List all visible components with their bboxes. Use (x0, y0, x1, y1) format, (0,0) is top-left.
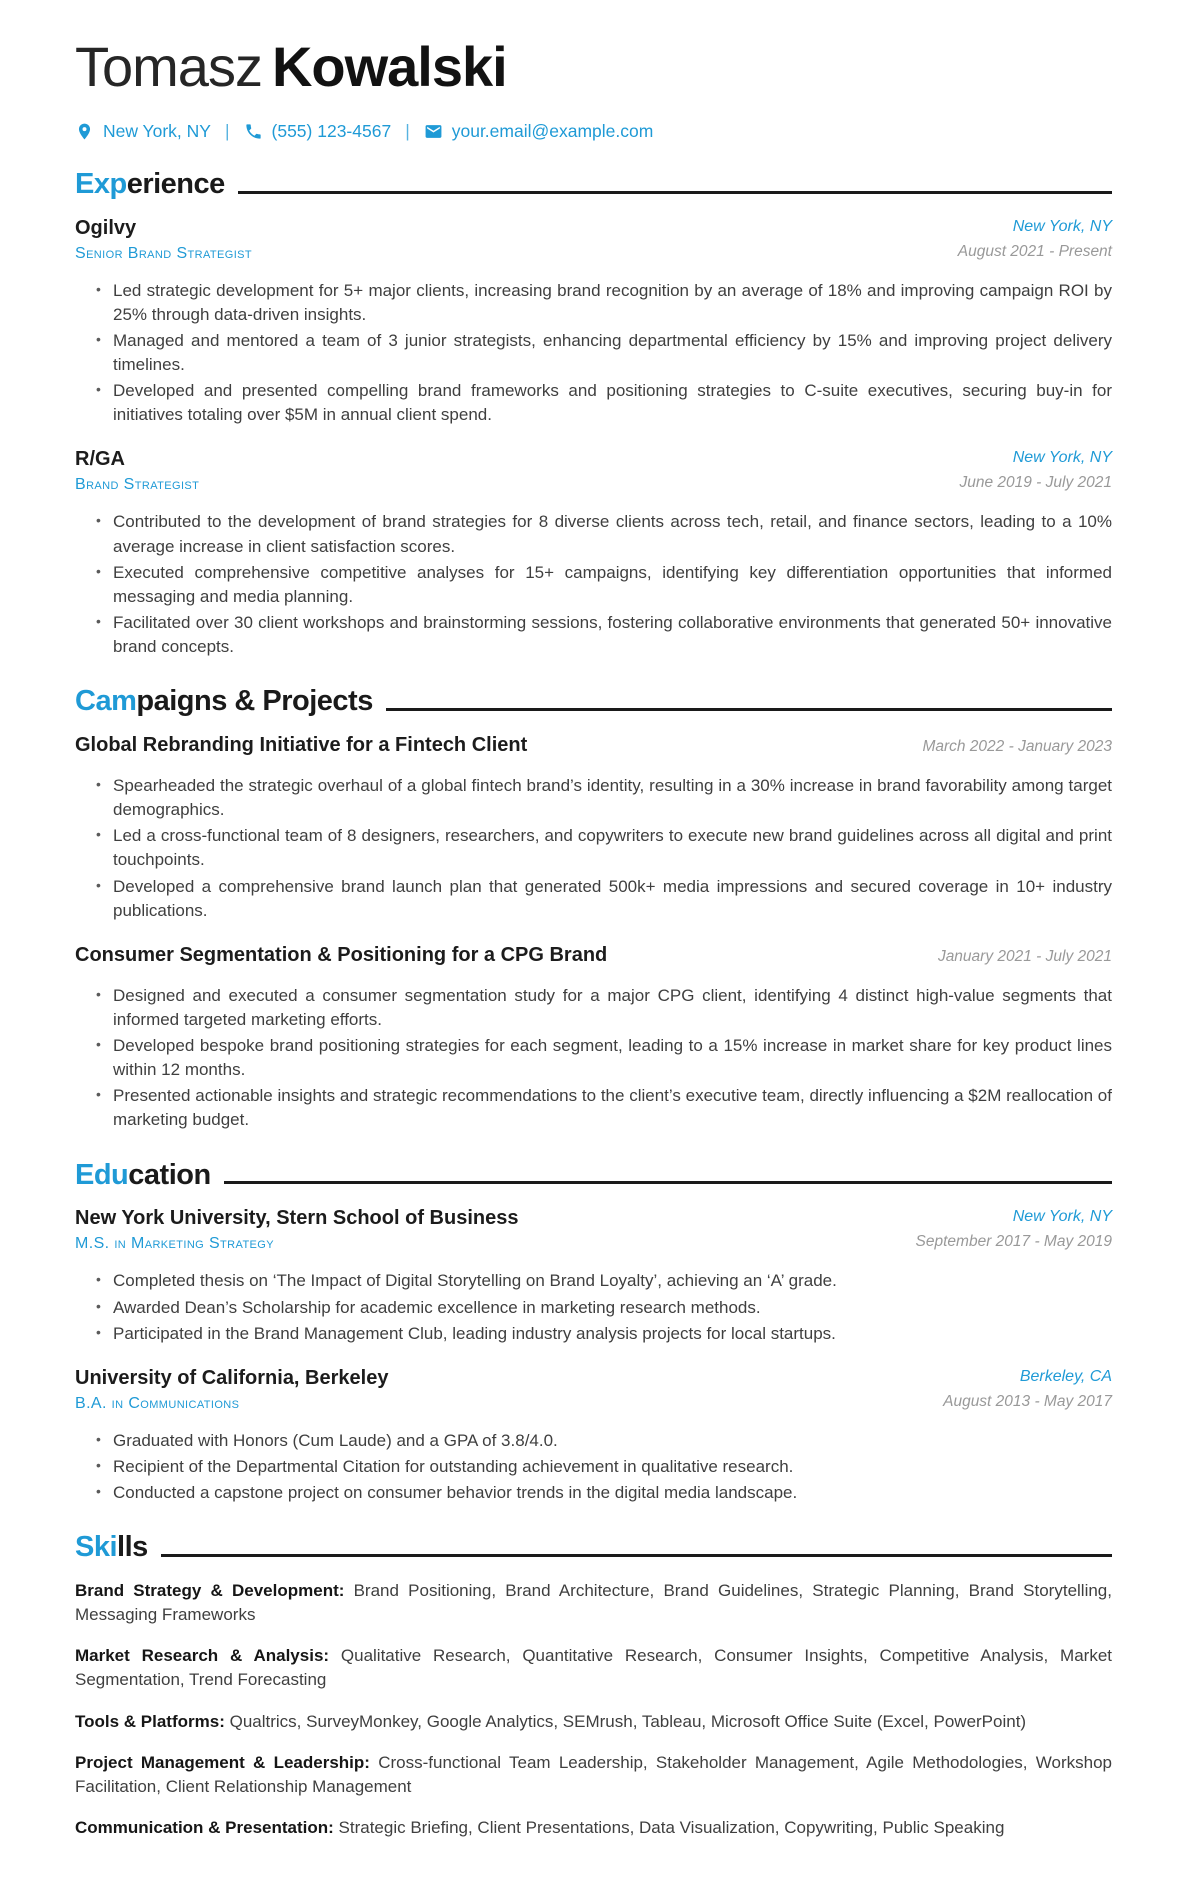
bullet-item: • Developed bespoke brand positioning strategies for each segment, leading to a 15% increase in market share for key product lines within 12 months. (113, 1034, 1112, 1082)
bullet-item: • Contributed to the development of brand strategies for 8 diverse clients across tech, retail, and finance sectors, leading to a 10% average increase in client satisfaction scores. (113, 510, 1112, 558)
bullet-item: • Conducted a capstone project on consumer behavior trends in the digital media landscape. (113, 1481, 1112, 1505)
email-text: your.email@example.com (451, 120, 654, 141)
skill-category (75, 1644, 1112, 1692)
school-dates: August 2013 - May 2017 (943, 1392, 1112, 1410)
skill-text: Strategic Briefing, Client Presentations, Data Visualization, Copywriting, Public Speaking (333, 1817, 1005, 1837)
project-title: Global Rebranding Initiative for a Fintech Client (75, 734, 528, 757)
skill-text: Cross-functional Team Leadership, Stakeholder Management, Agile Methodologies, Workshop Facilitation, Client Relationship Management (75, 1752, 1113, 1796)
bullet-item: • Facilitated over 30 client workshops and brainstorming sessions, fostering collaborative environments that generated 50+ innovative brand concepts. (113, 611, 1112, 659)
section-title-accent: Ski (75, 1531, 118, 1564)
bullet-item: • Led a cross-functional team of 8 designers, researchers, and copywriters to execute new brand guidelines across all digital and print touchpoints. (113, 824, 1112, 872)
phone-icon (244, 122, 263, 141)
bullet-item: • Presented actionable insights and strategic recommendations to the client’s executive team, directly influencing a $2M reallocation of marketing budget. (113, 1084, 1112, 1132)
degree: M.S. in Marketing Strategy (75, 1235, 274, 1253)
bullet-list (75, 1269, 1112, 1345)
project-dates: March 2022 - January 2023 (922, 738, 1112, 756)
skill-label: Project Management & Leadership: (75, 1752, 370, 1772)
section-title (75, 169, 225, 201)
bullet-list (75, 774, 1112, 923)
education-entry (75, 1366, 1112, 1505)
entry-header (75, 1366, 1112, 1413)
bullet-item: • Led strategic development for 5+ major clients, increasing brand recognition by an average of 18% and improving campaign ROI by 25% through data-driven insights. (113, 279, 1112, 327)
section-title (75, 1160, 211, 1192)
candidate-name (75, 35, 1112, 98)
bullet-list (75, 510, 1112, 659)
skill-text: Qualtrics, SurveyMonkey, Google Analytics, SEMrush, Tableau, Microsoft Office Suite (Excel, PowerPoint) (224, 1711, 1027, 1731)
experience-entry (75, 216, 1112, 428)
bullet-item: • Participated in the Brand Management Club, leading industry analysis projects for local startups. (113, 1322, 1112, 1346)
skill-category (75, 1816, 1112, 1840)
skill-text: Brand Positioning, Brand Architecture, Brand Guidelines, Strategic Planning, Brand Storytelling, Messaging Frameworks (75, 1581, 1112, 1625)
entry-header (75, 216, 1112, 263)
contact-separator: | (405, 120, 410, 141)
project-dates: January 2021 - July 2021 (937, 947, 1112, 965)
bullet-item: • Awarded Dean’s Scholarship for academic excellence in marketing research methods. (113, 1296, 1112, 1320)
section-title-rest: cation (128, 1158, 211, 1191)
entry-header (75, 1206, 1112, 1253)
school-location: Berkeley, CA (1019, 1367, 1112, 1385)
bullet-list (75, 1429, 1112, 1505)
company-name: Ogilvy (75, 216, 137, 239)
contact-row (75, 121, 1112, 142)
bullet-item: • Spearheaded the strategic overhaul of a global fintech brand’s identity, resulting in a 30% increase in brand favorability among target demographics. (113, 774, 1112, 822)
project-entry (75, 733, 1112, 923)
section-heading-education (75, 1160, 1112, 1192)
job-location: New York, NY (1012, 217, 1112, 235)
school-name: New York University, Stern School of Business (75, 1207, 519, 1230)
skill-label: Tools & Platforms: (75, 1711, 225, 1731)
bullet-item: • Developed a comprehensive brand launch plan that generated 500k+ media impressions and secured coverage in 10+ industry publications. (113, 875, 1112, 923)
school-location: New York, NY (1012, 1208, 1112, 1226)
project-entry (75, 943, 1112, 1133)
section-title-accent: Edu (75, 1158, 129, 1191)
job-dates: August 2021 - Present (957, 242, 1112, 260)
school-name: University of California, Berkeley (75, 1366, 389, 1389)
job-title: Brand Strategist (75, 476, 200, 494)
degree: B.A. in Communications (75, 1394, 240, 1412)
school-dates: September 2017 - May 2019 (915, 1233, 1112, 1251)
section-heading-campaigns (75, 686, 1112, 718)
contact-separator: | (224, 120, 230, 141)
section-heading-experience (75, 169, 1112, 201)
contact-location (75, 121, 211, 142)
last-name: Kowalski (271, 35, 507, 98)
job-title: Senior Brand Strategist (75, 244, 253, 262)
bullet-item: • Recipient of the Departmental Citation for outstanding achievement in qualitative research. (113, 1455, 1112, 1479)
envelope-icon (424, 122, 443, 141)
section-title-rest: erience (126, 167, 225, 200)
section-rule (224, 1181, 1112, 1184)
location-pin-icon (75, 122, 94, 141)
skill-category (75, 1579, 1112, 1627)
entry-header (75, 943, 1112, 968)
skill-category (75, 1710, 1112, 1734)
entry-header (75, 733, 1112, 758)
bullet-item: • Executed comprehensive competitive analyses for 15+ campaigns, identifying key differentiation opportunities that informed messaging and media planning. (113, 561, 1112, 609)
section-rule (238, 191, 1112, 194)
bullet-item: • Completed thesis on ‘The Impact of Digital Storytelling on Brand Loyalty’, achieving an ‘A’ grade. (113, 1269, 1112, 1293)
entry-header (75, 447, 1112, 494)
experience-entry (75, 447, 1112, 659)
location-text: New York, NY (103, 120, 211, 141)
contact-email (424, 121, 654, 142)
bullet-item: • Managed and mentored a team of 3 junior strategists, enhancing departmental efficiency by 15% and improving project delivery timelines. (113, 329, 1112, 377)
job-dates: June 2019 - July 2021 (959, 474, 1112, 492)
skill-label: Brand Strategy & Development: (75, 1581, 345, 1601)
section-rule (161, 1554, 1112, 1557)
section-title-rest: paigns & Projects (136, 685, 373, 718)
section-title (75, 686, 373, 718)
bullet-list (75, 984, 1112, 1133)
bullet-item: • Developed and presented compelling brand frameworks and positioning strategies to C-suite executives, securing buy-in for initiatives totaling over $5M in annual client spend. (113, 379, 1112, 427)
section-title-accent: Cam (75, 685, 137, 718)
skill-text: Qualitative Research, Quantitative Research, Consumer Insights, Competitive Analysis, Market Segmentation, Trend Forecasting (75, 1646, 1112, 1690)
section-title-accent: Exp (75, 167, 127, 200)
skill-label: Communication & Presentation: (75, 1817, 334, 1837)
phone-text: (555) 123-4567 (271, 120, 392, 141)
skill-label: Market Research & Analysis: (75, 1646, 330, 1666)
education-entry (75, 1206, 1112, 1345)
section-heading-skills (75, 1532, 1112, 1564)
bullet-item: • Designed and executed a consumer segmentation study for a major CPG client, identifying 4 distinct high-value segments that informed targeted marketing efforts. (113, 984, 1112, 1032)
bullet-list (75, 279, 1112, 428)
company-name: R/GA (75, 448, 125, 471)
skill-category (75, 1751, 1112, 1799)
contact-phone (244, 121, 392, 142)
section-rule (386, 708, 1112, 711)
section-title (75, 1532, 148, 1564)
first-name: Tomasz (75, 35, 262, 98)
job-location: New York, NY (1012, 449, 1112, 467)
project-title: Consumer Segmentation & Positioning for a CPG Brand (75, 943, 608, 966)
section-title-rest: lls (117, 1531, 148, 1564)
bullet-item: • Graduated with Honors (Cum Laude) and a GPA of 3.8/4.0. (113, 1429, 1112, 1453)
